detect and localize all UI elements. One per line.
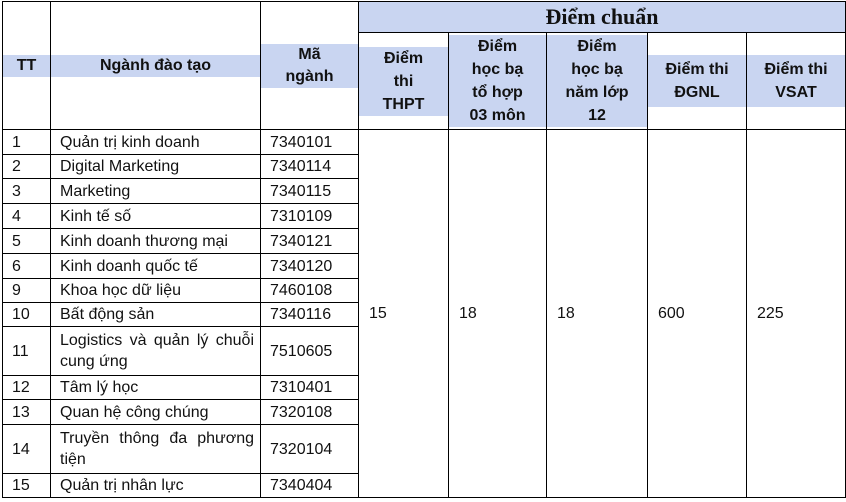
header-major <box>51 2 261 130</box>
row-tt: 2 <box>3 155 51 179</box>
header-vsat-line2: VSAT <box>775 84 817 102</box>
row-major-name: Marketing <box>51 179 261 204</box>
row-tt: 4 <box>3 204 51 229</box>
row-major-code: 7310109 <box>261 204 359 229</box>
row-tt: 6 <box>3 254 51 279</box>
header-dgnl <box>648 33 747 130</box>
row-major-name: Kinh tế số <box>51 204 261 229</box>
header-hocba-tohop-line3: tổ hợp <box>472 84 523 102</box>
row-major-code: 7460108 <box>261 279 359 303</box>
header-dgnl-line2: ĐGNL <box>674 84 720 102</box>
row-tt: 15 <box>3 474 51 498</box>
row-major-name: Kinh doanh thương mại <box>51 229 261 254</box>
score-hocba-tohop: 18 <box>449 130 547 498</box>
header-major-label: Ngành đào tạo <box>51 55 260 77</box>
admission-score-table <box>2 1 846 498</box>
header-code <box>261 2 359 130</box>
row-major-code: 7510605 <box>261 327 359 376</box>
row-major-name: Tâm lý học <box>51 376 261 400</box>
header-hocba-namlop-line3: năm lớp <box>565 84 629 102</box>
row-major-code: 7340115 <box>261 179 359 204</box>
header-vsat-line1: Điểm thi <box>764 61 828 79</box>
header-banner: Điểm chuẩn <box>359 2 846 33</box>
header-tt <box>3 2 51 130</box>
header-hocba-tohop-line2: học bạ <box>471 61 524 79</box>
row-major-code: 7320108 <box>261 400 359 425</box>
row-major-code: 7320104 <box>261 425 359 474</box>
row-major-code: 7340101 <box>261 130 359 155</box>
row-major-name: Truyền thông đa phương tiện <box>51 425 261 474</box>
header-dgnl-line1: Điểm thi <box>665 61 729 79</box>
row-major-code: 7340121 <box>261 229 359 254</box>
header-hocba-tohop <box>449 33 547 130</box>
header-hocba-namlop-line1: Điểm <box>577 38 617 56</box>
row-tt: 13 <box>3 400 51 425</box>
header-thpt <box>359 33 449 130</box>
header-tt-label: TT <box>3 55 50 77</box>
table-row <box>3 130 846 155</box>
header-thpt-line1: Điểm <box>383 49 424 67</box>
header-hocba-tohop-line1: Điểm <box>477 38 518 56</box>
row-tt: 12 <box>3 376 51 400</box>
row-major-code: 7340116 <box>261 303 359 327</box>
row-major-code: 7340114 <box>261 155 359 179</box>
row-major-code: 7310401 <box>261 376 359 400</box>
header-hocba-namlop <box>547 33 648 130</box>
row-major-code: 7340404 <box>261 474 359 498</box>
score-hocba-namlop: 18 <box>547 130 648 498</box>
row-tt: 9 <box>3 279 51 303</box>
row-tt: 14 <box>3 425 51 474</box>
header-code-line1: Mã <box>298 45 321 63</box>
row-tt: 5 <box>3 229 51 254</box>
score-dgnl: 600 <box>648 130 747 498</box>
row-major-name: Quan hệ công chúng <box>51 400 261 425</box>
row-major-name: Logistics và quản lý chuỗi cung ứng <box>51 327 261 376</box>
row-tt: 10 <box>3 303 51 327</box>
header-thpt-line3: THPT <box>382 95 425 113</box>
score-vsat: 225 <box>747 130 846 498</box>
row-tt: 3 <box>3 179 51 204</box>
row-major-name: Kinh doanh quốc tế <box>51 254 261 279</box>
header-hocba-namlop-line4: 12 <box>588 107 606 125</box>
header-code-line2: ngành <box>285 67 334 85</box>
row-major-name: Quản trị nhân lực <box>51 474 261 498</box>
row-major-code: 7340120 <box>261 254 359 279</box>
row-tt: 11 <box>3 327 51 376</box>
header-vsat <box>747 33 846 130</box>
header-hocba-namlop-line2: học bạ <box>571 61 623 79</box>
header-thpt-line2: thi <box>393 72 414 90</box>
row-major-name: Digital Marketing <box>51 155 261 179</box>
row-major-name: Khoa học dữ liệu <box>51 279 261 303</box>
header-hocba-tohop-line4: 03 môn <box>469 107 526 125</box>
row-major-name: Quản trị kinh doanh <box>51 130 261 155</box>
row-tt: 1 <box>3 130 51 155</box>
score-thpt: 15 <box>359 130 449 498</box>
row-major-name: Bất động sản <box>51 303 261 327</box>
